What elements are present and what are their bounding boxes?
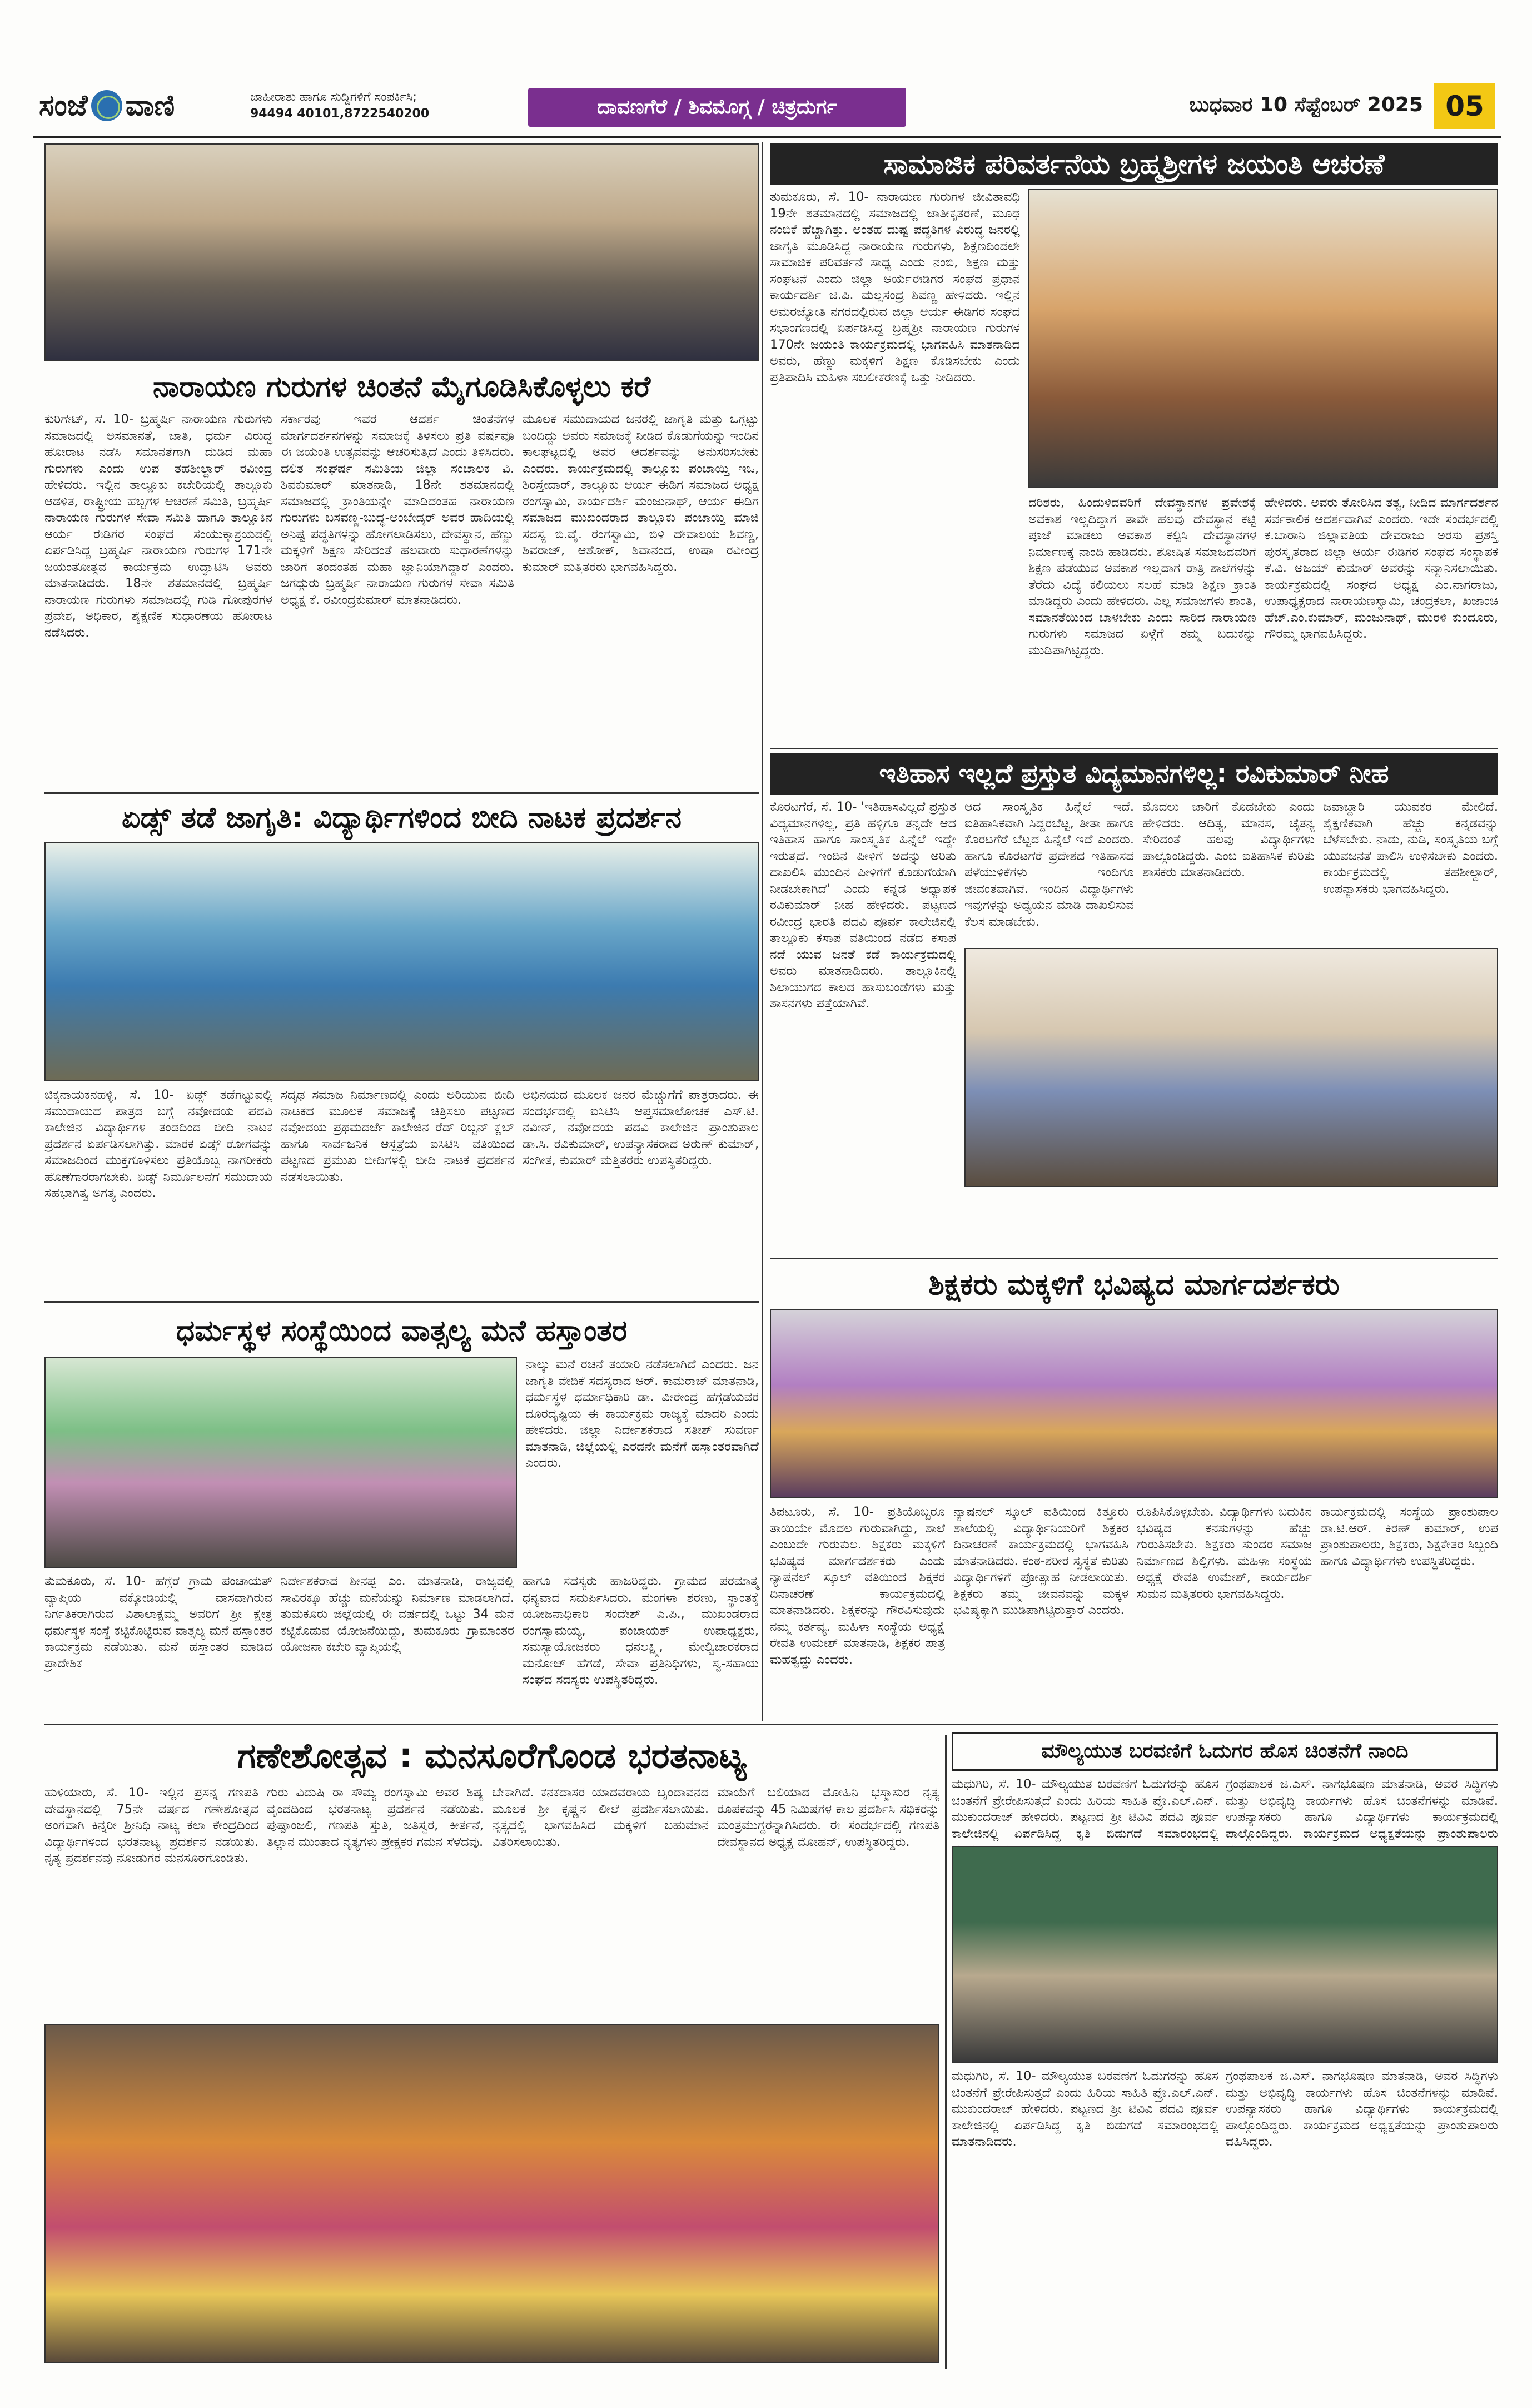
- section-divider: [44, 1724, 1498, 1725]
- article-body-col1: ತುಮಕೂರು, ಸೆ. 10- ನಾರಾಯಣ ಗುರುಗಳ ಜೀವಿತಾವಧಿ 19ನೇ ಶತಮಾನದಲ್ಲಿ ಸಮಾಜದಲ್ಲಿ ಜಾತೀಕೃತರಣೆ, ಮೂಢ ನಂಬಿಕೆ ಹೆಚ್ಚಾಗಿತ್ತು. ಅಂತಹ ದುಷ್ಟ ಪದ್ಧತಿಗಳ ವಿರುದ್ಧ ಜನರಲ್ಲಿ ಜಾಗೃತಿ ಮೂಡಿಸಿದ್ದ ನಾರಾಯಣ ಗುರುಗಳು, ಶಿಕ್ಷಣದಿಂದಲೇ ಸಾಮಾಜಿಕ ಪರಿವರ್ತನೆ ಸಾಧ್ಯ ಎಂದು ನಂಬಿ, ಶಿಕ್ಷಣ ಮತ್ತು ಸಂಘಟನೆ ಎಂದು ಜಿಲ್ಲಾ ಆರ್ಯಈಡಿಗರ ಸಂಘದ ಪ್ರಧಾನ ಕಾರ್ಯದರ್ಶಿ ಜಿ.ಪಿ. ಮಲ್ಲಸಂದ್ರ ಶಿವಣ್ಣ ಹೇಳಿದರು. ಇಲ್ಲಿನ ಅಮರಜ್ಯೋತಿ ನಗರದಲ್ಲಿರುವ ಜಿಲ್ಲಾ ಆರ್ಯ ಈಡಿಗರ ಸಂಘದ ಸಭಾಂಗಣದಲ್ಲಿ ಏರ್ಪಡಿಸಿದ್ದ ಬ್ರಹ್ಮಶ್ರೀ ನಾರಾಯಣ ಗುರುಗಳ 170ನೇ ಜಯಂತಿ ಕಾರ್ಯಕ್ರಮದಲ್ಲಿ ಭಾಗವಹಿಸಿ ಮಾತನಾಡಿದ ಅವರು, ಹೆಣ್ಣು ಮಕ್ಕಳಿಗೆ ಶಿಕ್ಷಣ ಕೊಡಿಸಬೇಕು ಎಂದು ಪ್ರತಿಪಾದಿಸಿ ಮಹಿಳಾ ಸಬಲೀಕರಣಕ್ಕೆ ಒತ್ತು ನೀಡಿದರು.: [770, 190, 1020, 385]
- article-body-col4: ಮಾಯೆಗೆ ಬಲಿಯಾದ ಮೋಹಿನಿ ಭಸ್ಮಾಸುರ ನೃತ್ಯ ರೂಪಕವನ್ನು 45 ನಿಮಿಷಗಳ ಕಾಲ ಪ್ರದರ್ಶಿಸಿ ಸಭಿಕರನ್ನು ಮಂತ್ರಮುಗ್ಧರನ್ನಾಗಿಸಿದರು. ಈ ಸಂದರ್ಭದಲ್ಲಿ ಗಣಪತಿ ದೇವಸ್ಥಾನದ ಅಧ್ಯಕ್ಷ ಮೋಹನ್, ಉಪಸ್ಥಿತರಿದ್ದರು.: [717, 1785, 939, 1849]
- section-divider: [44, 1301, 759, 1303]
- issue-date: ಬುಧವಾರ 10 ಸೆಪ್ಟೆಂಬರ್ 2025: [1189, 93, 1423, 116]
- article-body-col2: ಸದೃಢ ಸಮಾಜ ನಿರ್ಮಾಣದಲ್ಲಿ ಎಂದು ಅರಿಯುವ ಬೀದಿ ನಾಟಕದ ಮೂಲಕ ಸಮಾಜಕ್ಕೆ ಚಿತ್ರಿಸಲು ಪಟ್ಟಣದ ನವೋದಯ ಪ್ರಥಮದರ್ಜೆ ಕಾಲೇಜಿನ ರೆಡ್ ರಿಬ್ಬನ್ ಕ್ಲಬ್ ಹಾಗೂ ಸಾರ್ವಜನಿಕ ಆಸ್ಪತ್ರೆಯ ಐಸಿಟಿಸಿ ವತಿಯಿಂದ ಪಟ್ಟಣದ ಪ್ರಮುಖ ಬೀದಿಗಳಲ್ಲಿ ಬೀದಿ ನಾಟಕ ಪ್ರದರ್ಶನ ನಡೆಸಲಾಯಿತು.: [281, 1088, 514, 1184]
- logo-left-text: ಸಂಜೆ: [39, 88, 88, 122]
- photo-narayana-guru-event: [44, 143, 759, 361]
- section-divider: [44, 792, 759, 794]
- article-body-right: ನಾಲ್ಕು ಮನೆ ರಚನೆ ತಯಾರಿ ನಡೆಸಲಾಗಿದೆ ಎಂದರು. ಜನ ಜಾಗೃತಿ ವೇದಿಕೆ ಸದಸ್ಯರಾದ ಆರ್. ಕಾಮರಾಜ್ ಮಾತನಾಡಿ, ಧರ್ಮಸ್ಥಳ ಧರ್ಮಾಧಿಕಾರಿ ಡಾ. ವೀರೇಂದ್ರ ಹೆಗ್ಗಡೆಯವರ ದೂರದೃಷ್ಟಿಯ ಈ ಕಾರ್ಯಕ್ರಮ ರಾಜ್ಯಕ್ಕೆ ಮಾದರಿ ಎಂದು ಹೇಳಿದರು. ಜಿಲ್ಲಾ ನಿರ್ದೇಶಕರಾದ ಸತೀಶ್ ಸುವರ್ಣ ಮಾತನಾಡಿ, ಜಿಲ್ಲೆಯಲ್ಲಿ ಎರಡನೇ ಮನೆಗೆ ಹಸ್ತಾಂತರವಾಗಿದೆ ಎಂದರು.: [525, 1357, 759, 1470]
- article-body-col3: ಅಭಿನಯದ ಮೂಲಕ ಜನರ ಮೆಚ್ಚುಗೆಗೆ ಪಾತ್ರರಾದರು. ಈ ಸಂದರ್ಭದಲ್ಲಿ ಐಸಿಟಿಸಿ ಆಪ್ತಸಮಾಲೋಚಕ ಎಸ್.ಟಿ. ನವೀನ್, ನವೋದಯ ಪದವಿ ಕಾಲೇಜಿನ ಪ್ರಾಂಶುಪಾಲ ಡಾ.ಸಿ. ರವಿಕುಮಾರ್, ಉಪನ್ಯಾಸಕರಾದ ಅರುಣ್ ಕುಮಾರ್, ಸಂಗೀತ, ಕುಮಾರ್ ಮತ್ತಿತರರು ಉಪಸ್ಥಿತರಿದ್ದರು.: [523, 1088, 759, 1168]
- region-banner: ದಾವಣಗೆರೆ / ಶಿವಮೊಗ್ಗ / ಚಿತ್ರದುರ್ಗ: [528, 88, 906, 127]
- article-body-col4: ಜವಾಬ್ದಾರಿ ಯುವಕರ ಮೇಲಿದೆ. ಶೈಕ್ಷಣಿಕವಾಗಿ ಹೆಚ್ಚು ಕನ್ನಡವನ್ನು ಬೆಳೆಸಬೇಕು. ನಾಡು, ನುಡಿ, ಸಂಸ್ಕೃತಿಯ ಬಗ್ಗೆ ಯುವಜನತೆ ಪಾಲಿಸಿ ಉಳಿಸಬೇಕು ಎಂದರು. ಕಾರ್ಯಕ್ರಮದಲ್ಲಿ ತಹಶೀಲ್ದಾರ್, ಉಪನ್ಯಾಸಕರು ಭಾಗವಹಿಸಿದ್ದರು.: [1323, 800, 1498, 896]
- headline-history: ಇತಿಹಾಸ ಇಲ್ಲದೆ ಪ್ರಸ್ತುತ ವಿದ್ಯಮಾನಗಳಿಲ್ಲ: ರವಿಕುಮಾರ್ ನೀಹ: [770, 753, 1498, 795]
- contact-phone: 94494 40101,8722540200: [250, 107, 430, 121]
- article-body-col2: ಗ್ರಂಥಪಾಲಕ ಜಿ.ಎಸ್. ನಾಗಭೂಷಣ ಮಾತನಾಡಿ, ಅವರ ಸಿದ್ಧಿಗಳು ಮತ್ತು ಅಭಿವೃದ್ಧಿ ಕಾರ್ಯಗಳು ಹೊಸ ಚಿಂತನೆಗಳನ್ನು ಮಾಡಿವೆ. ಉಪನ್ಯಾಸಕರು ಹಾಗೂ ವಿದ್ಯಾರ್ಥಿಗಳು ಕಾರ್ಯಕ್ರಮದಲ್ಲಿ ಪಾಲ್ಗೊಂಡಿದ್ದರು. ಕಾರ್ಯಕ್ರಮದ ಅಧ್ಯಕ್ಷತೆಯನ್ನು ಪ್ರಾಂಶುಪಾಲರು: [1226, 1777, 1498, 1841]
- article-body-col3: ಮೂಲಕ ಸಮುದಾಯದ ಜನರಲ್ಲಿ ಜಾಗೃತಿ ಮತ್ತು ಒಗ್ಗಟ್ಟು ಬಂದಿದ್ದು ಅವರು ಸಮಾಜಕ್ಕೆ ನೀಡಿದ ಕೊಡುಗೆಯನ್ನು ಇಂದಿನ ಕಾಲಘಟ್ಟದಲ್ಲಿ ಅವರ ಆದರ್ಶವನ್ನು ಅನುಸರಿಸಬೇಕು ಎಂದರು. ಕಾರ್ಯಕ್ರಮದಲ್ಲಿ ತಾಲ್ಲೂಕು ಪಂಚಾಯ್ತಿ ಇಒ, ಶಿರಸ್ತೇದಾರ್, ತಾಲ್ಲೂಕು ಆರ್ಯ ಈಡಿಗ ಸಮಾಜದ ಅಧ್ಯಕ್ಷ ರಂಗಸ್ವಾಮಿ, ಕಾರ್ಯದರ್ಶಿ ಮಂಜುನಾಥ್, ಆರ್ಯ ಈಡಿಗ ಸಮಾಜದ ಮುಖಂಡರಾದ ತಾಲ್ಲೂಕು ಪಂಚಾಯ್ತಿ ಮಾಜಿ ಸದಸ್ಯ ಬಿ.ವೈ. ರಂಗಸ್ವಾಮಿ, ಬಿಳಿ ದೇವಾಲಯ ಶಿವಣ್ಣ, ಶಿವರಾಜ್, ಆಶೋಕ್, ಶಿವಾನಂದ, ಉಷಾ ರವೀಂದ್ರ ಕುಮಾರ್ ಮತ್ತಿತರರು ಭಾಗವಹಿಸಿದ್ದರು.: [523, 412, 759, 574]
- article-body-col3: ಹೇಳಿದರು. ಅವರು ತೋರಿಸಿದ ತತ್ವ, ನೀಡಿದ ಮಾರ್ಗದರ್ಶನ ಸರ್ವಕಾಲಿಕ ಆದರ್ಶವಾಗಿವೆ ಎಂದರು. ಇದೇ ಸಂದರ್ಭದಲ್ಲಿ ಕ.ಬಾರಾನಿ ಜಿಲ್ಲಾವತಿಯ ದೇವರಾಜು ಅರಸು ಪ್ರಶಸ್ತಿ ಪುರಸ್ಕೃತರಾದ ಜಿಲ್ಲಾ ಆರ್ಯ ಈಡಿಗರ ಸಂಘದ ಸಂಸ್ಥಾಪಕ ಕೆ.ವಿ. ಅಜಯ್ ಕುಮಾರ್ ಅವರನ್ನು ಸನ್ಮಾನಿಸಲಾಯಿತು. ಕಾರ್ಯಕ್ರಮದಲ್ಲಿ ಸಂಘದ ಅಧ್ಯಕ್ಷ ಎಂ.ನಾಗರಾಜು, ಉಪಾಧ್ಯಕ್ಷರಾದ ನಾರಾಯಣಸ್ವಾಮಿ, ಚಂದ್ರಕಲಾ, ಖಜಾಂಚಿ ಹೆಚ್.ಎಂ.ಕುಮಾರ್, ಮಂಜುನಾಥ್, ಮುರಳಿ ಕುಂದೂರು, ಗೌರಮ್ಮ ಭಾಗವಹಿಸಿದ್ದರು.: [1265, 495, 1498, 641]
- article-body-col3: ಹಾಗೂ ಸದಸ್ಯರು ಹಾಜರಿದ್ದರು. ಗ್ರಾಮದ ಪರಮಾತ್ಮ ಧನ್ಯವಾದ ಸಮರ್ಪಿಸಿದರು. ಮಂಗಳಾ ಶರಣು, ಸ್ಥಾಂತಕ್ಕೆ ಯೋಜನಾಧಿಕಾರಿ ಸಂದೇಶ್ ಎ.ಪಿ., ಮುಖಂಡರಾದ ರಂಗಸ್ವಾಮಯ್ಯ, ಪಂಚಾಯತ್ ಉಪಾಧ್ಯಕ್ಷರು, ಸಮಸ್ಯಾಯೋಜಕರು ಧನಲಕ್ಷ್ಮಿ, ಮೇಲ್ವಿಚಾರಕರಾದ ಮನೋಜ್ ಹೆಗಡೆ, ಸೇವಾ ಪ್ರತಿನಿಧಿಗಳು, ಸ್ವ-ಸಹಾಯ ಸಂಘದ ಸದಸ್ಯರು ಉಪಸ್ಥಿತರಿದ್ದರು.: [523, 1574, 759, 1687]
- headline-narayana-guru: ನಾರಾಯಣ ಗುರುಗಳ ಚಿಂತನೆ ಮೈಗೂಡಿಸಿಕೊಳ್ಳಲು ಕರೆ: [152, 370, 651, 404]
- newspaper-logo: [39, 83, 233, 128]
- photo-book-release: [952, 1846, 1498, 2063]
- article-body-col2: ಸರ್ಕಾರವು ಇವರ ಆದರ್ಶ ಚಿಂತನೆಗಳ ಮಾರ್ಗದರ್ಶನಗಳನ್ನು ಸಮಾಜಕ್ಕೆ ತಿಳಿಸಲು ಪ್ರತಿ ವರ್ಷವೂ ಈ ಜಯಂತಿ ಉತ್ಸವವನ್ನು ಆಚರಿಸುತ್ತಿದೆ ಎಂದು ತಿಳಿಸಿದರು. ದಲಿತ ಸಂಘರ್ಷ ಸಮಿತಿಯ ಜಿಲ್ಲಾ ಸಂಚಾಲಕ ವಿ. ಶಿವಕುಮಾರ್ ಮಾತನಾಡಿ, 18ನೇ ಶತಮಾನದಲ್ಲಿ ಸಮಾಜದಲ್ಲಿ ಕ್ರಾಂತಿಯನ್ನೇ ಮಾಡಿದಂತಹ ನಾರಾಯಣ ಗುರುಗಳು ಬಸವಣ್ಣ-ಬುದ್ಧ-ಅಂಬೇಡ್ಕರ್ ಅವರ ಹಾದಿಯಲ್ಲಿ ಅನಿಷ್ಟ ಪದ್ಧತಿಗಳನ್ನು ಹೋಗಲಾಡಿಸಲು, ದೇವಸ್ಥಾನ, ಹೆಣ್ಣು ಮಕ್ಕಳಿಗೆ ಶಿಕ್ಷಣ ಸೇರಿದಂತೆ ಹಲವಾರು ಸುಧಾರಣೆಗಳನ್ನು ಜಾರಿಗೆ ತಂದಂತಹ ಮಹಾ ಜ್ಞಾನಿಯಾಗಿದ್ದಾರೆ ಎಂದರು. ಜಗದ್ಗುರು ಬ್ರಹ್ಮರ್ಷಿ ನಾರಾಯಣ ಗುರುಗಳ ಸೇವಾ ಸಮಿತಿ ಅಧ್ಯಕ್ಷ ಕೆ. ರವೀಂದ್ರಕುಮಾರ್ ಮಾತನಾಡಿದರು.: [281, 412, 514, 607]
- article-body-col3: ಬೇಕಾಗಿದೆ. ಕನಕದಾಸರ ಯಾದವರಾಯ ಬೃಂದಾವನದ ಮೂಲಕ ಶ್ರೀ ಕೃಷ್ಣನ ಲೀಲೆ ಪ್ರದರ್ಶಿಸಲಾಯಿತು. ನೃತ್ಯದಲ್ಲಿ ಭಾಗವಹಿಸಿದ ಮಕ್ಕಳಿಗೆ ಬಹುಮಾನ ವಿತರಿಸಲಾಯಿತು.: [492, 1785, 709, 1849]
- headline-ganeshotsava: ಗಣೇಶೋತ್ಸವ : ಮನಸೂರೆಗೊಂಡ ಭರತನಾಟ್ಯ: [237, 1735, 747, 1776]
- column-divider: [762, 142, 763, 1721]
- photo-house-handover: [44, 1357, 517, 1568]
- photo-jayanti-celebration: [1028, 189, 1498, 488]
- masthead-divider: [33, 136, 1501, 138]
- article-body-col2: ನ್ಯಾಷನಲ್ ಸ್ಕೂಲ್ ವತಿಯಿಂದ ಕಿತ್ತೂರು ಶಾಲೆಯಲ್ಲಿ ವಿದ್ಯಾರ್ಥಿನಿಯರಿಗೆ ಶಿಕ್ಷಕರ ದಿನಾಚರಣೆ ಕಾರ್ಯಕ್ರಮದಲ್ಲಿ ಭಾಗವಹಿಸಿ ಮಾತನಾಡಿದರು. ಕಂಠ-ಶರೀರ ಸ್ವಸ್ಥತೆ ಕುರಿತು ವಿದ್ಯಾರ್ಥಿಗಳಿಗೆ ಪ್ರೋತ್ಸಾಹ ನೀಡಲಾಯಿತು. ಶಿಕ್ಷಕರು ತಮ್ಮ ಜೀವನವನ್ನು ಮಕ್ಕಳ ಭವಿಷ್ಯಕ್ಕಾಗಿ ಮುಡಿಪಾಗಿಟ್ಟಿರುತ್ತಾರೆ ಎಂದರು.: [953, 1505, 1128, 1617]
- section-divider: [770, 748, 1498, 749]
- article-body-col2: ನಿರ್ದೇಶಕರಾದ ಶೀನಪ್ಪ ಎಂ. ಮಾತನಾಡಿ, ರಾಜ್ಯದಲ್ಲಿ ಸಾವಿರಕ್ಕೂ ಹೆಚ್ಚು ಮನೆಯನ್ನು ನಿರ್ಮಾಣ ಮಾಡಲಾಗಿದೆ. ತುಮಕೂರು ಜಿಲ್ಲೆಯಲ್ಲಿ ಈ ವರ್ಷದಲ್ಲಿ ಒಟ್ಟು 34 ಮನೆ ಕಟ್ಟಿಕೊಡುವ ಯೋಜನೆಯಿದ್ದು, ತುಮಕೂರು ಗ್ರಾಮಾಂತರ ಯೋಜನಾ ಕಚೇರಿ ವ್ಯಾಪ್ತಿಯಲ್ಲಿ: [281, 1574, 514, 1654]
- globe-icon: [91, 90, 122, 121]
- article-body-col4: ಗ್ರಂಥಪಾಲಕ ಜಿ.ಎಸ್. ನಾಗಭೂಷಣ ಮಾತನಾಡಿ, ಅವರ ಸಿದ್ಧಿಗಳು ಮತ್ತು ಅಭಿವೃದ್ಧಿ ಕಾರ್ಯಗಳು ಹೊಸ ಚಿಂತನೆಗಳನ್ನು ಮಾಡಿವೆ. ಉಪನ್ಯಾಸಕರು ಹಾಗೂ ವಿದ್ಯಾರ್ಥಿಗಳು ಕಾರ್ಯಕ್ರಮದಲ್ಲಿ ಪಾಲ್ಗೊಂಡಿದ್ದರು. ಕಾರ್ಯಕ್ರಮದ ಅಧ್ಯಕ್ಷತೆಯನ್ನು ಪ್ರಾಂಶುಪಾಲರು ವಹಿಸಿದ್ದರು.: [1226, 2069, 1498, 2149]
- article-body-col2: ಗುರು ವಿದುಷಿ ರಾ ಸೌಮ್ಯ ರಂಗಸ್ವಾಮಿ ಅವರ ಶಿಷ್ಯ ವೃಂದದಿಂದ ಭರತನಾಟ್ಯ ಪ್ರದರ್ಶನ ನಡೆಯಿತು. ಪುಷ್ಪಾಂಜಲಿ, ಗಣಪತಿ ಸ್ತುತಿ, ಜತಿಸ್ವರ, ಕೀರ್ತನೆ, ತಿಲ್ಲಾನ ಮುಂತಾದ ನೃತ್ಯಗಳು ಪ್ರೇಕ್ಷಕರ ಗಮನ ಸೆಳೆದವು.: [267, 1785, 484, 1849]
- article-body-col3: ಮಧುಗಿರಿ, ಸೆ. 10- ಮೌಲ್ಯಯುತ ಬರವಣಿಗೆ ಓದುಗರನ್ನು ಹೊಸ ಚಿಂತನೆಗೆ ಪ್ರೇರೇಪಿಸುತ್ತದೆ ಎಂದು ಹಿರಿಯ ಸಾಹಿತಿ ಪ್ರೊ.ಎಲ್.ಎನ್. ಮುಕುಂದರಾಜ್ ಹೇಳಿದರು. ಪಟ್ಟಣದ ಶ್ರೀ ಟಿವಿವಿ ಪದವಿ ಪೂರ್ವ ಕಾಲೇಜಿನಲ್ಲಿ ಏರ್ಪಡಿಸಿದ್ದ ಕೃತಿ ಬಿಡುಗಡೆ ಸಮಾರಂಭದಲ್ಲಿ ಮಾತನಾಡಿದರು.: [952, 2069, 1218, 2149]
- logo-right-text: ವಾಣಿ: [125, 88, 175, 122]
- article-body-col4: ಕಾರ್ಯಕ್ರಮದಲ್ಲಿ ಸಂಸ್ಥೆಯ ಪ್ರಾಂಶುಪಾಲ ಡಾ.ಟಿ.ಆರ್. ಕಿರಣ್ ಕುಮಾರ್, ಉಪ ಪ್ರಾಂಶುಪಾಲರು, ಶಿಕ್ಷಕರು, ಶಿಕ್ಷಕೇತರ ಸಿಬ್ಬಂದಿ ಹಾಗೂ ವಿದ್ಯಾರ್ಥಿಗಳು ಉಪಸ್ಥಿತರಿದ್ದರು.: [1320, 1505, 1498, 1568]
- photo-street-play: [44, 842, 759, 1081]
- photo-bharatanatyam-dancers: [44, 2024, 939, 2363]
- contact-label: ಜಾಹೀರಾತು ಹಾಗೂ ಸುದ್ದಿಗಳಿಗೆ ಸಂಪರ್ಕಿಸಿ;: [250, 90, 417, 104]
- article-body-col1: ಕೊರಟಗೆರೆ, ಸೆ. 10- 'ಇತಿಹಾಸವಿಲ್ಲದೆ ಪ್ರಸ್ತುತ ವಿದ್ಯಮಾನಗಳಿಲ್ಲ, ಪ್ರತಿ ಹಳ್ಳಿಗೂ ತನ್ನದೇ ಆದ ಇತಿಹಾಸ ಹಾಗೂ ಸಾಂಸ್ಕೃತಿಕ ಹಿನ್ನೆಲೆ ಇದ್ದೇ ಇರುತ್ತದೆ. ಇಂದಿನ ಪೀಳಿಗೆ ಅದನ್ನು ಅರಿತು ದಾಖಲಿಸಿ ಮುಂದಿನ ಪೀಳಿಗೆಗೆ ಕೊಡುಗೆಯಾಗಿ ನೀಡಬೇಕಾಗಿದೆ' ಎಂದು ಕನ್ನಡ ಅಧ್ಯಾಪಕ ರವಿಕುಮಾರ್ ನೀಹ ಹೇಳಿದರು. ಪಟ್ಟಣದ ರವೀಂದ್ರ ಭಾರತಿ ಪದವಿ ಪೂರ್ವ ಕಾಲೇಜಿನಲ್ಲಿ ತಾಲ್ಲೂಕು ಕಸಾಪ ವತಿಯಿಂದ ನಡೆದ ಕಸಾಪ ನಡೆ ಯುವ ಜನತೆ ಕಡೆ ಕಾರ್ಯಕ್ರಮದಲ್ಲಿ ಅವರು ಮಾತನಾಡಿದರು. ತಾಲ್ಲೂಕಿನಲ್ಲಿ ಶಿಲಾಯುಗದ ಕಾಲದ ಹಾಸುಬಂಡೆಗಳು ಮತ್ತು ಶಾಸನಗಳು ಪತ್ತೆಯಾಗಿವೆ.: [770, 800, 956, 1011]
- headline-aids-awareness: ಏಡ್ಸ್ ತಡೆ ಜಾಗೃತಿ: ವಿದ್ಯಾರ್ಥಿಗಳಿಂದ ಬೀದಿ ನಾಟಕ ಪ್ರದರ್ಶನ: [121, 801, 682, 835]
- article-body-col3: ಮೊದಲು ಜಾರಿಗೆ ಕೊಡಬೇಕು ಎಂದು ಹೇಳಿದರು. ಆದಿತ್ಯ, ಮಾನಸ, ಚೈತನ್ಯ ಸೇರಿದಂತೆ ಹಲವು ವಿದ್ಯಾರ್ಥಿಗಳು ಪಾಲ್ಗೊಂಡಿದ್ದರು. ಎಂಬ ಐತಿಹಾಸಿಕ ಕುರಿತು ಶಾಸಕರು ಮಾತನಾಡಿದರು.: [1142, 800, 1315, 880]
- article-body-col1: ಹುಳಿಯಾರು, ಸೆ. 10- ಇಲ್ಲಿನ ಪ್ರಸನ್ನ ಗಣಪತಿ ದೇವಸ್ಥಾನದಲ್ಲಿ 75ನೇ ವರ್ಷದ ಗಣೇಶೋತ್ಸವ ಅಂಗವಾಗಿ ಕಿನ್ನರೀ ಶ್ರೀನಿಧಿ ನಾಟ್ಯ ಕಲಾ ಕೇಂದ್ರದಿಂದ ವಿದ್ಯಾರ್ಥಿಗಳಿಂದ ಭರತನಾಟ್ಯ ಪ್ರದರ್ಶನ ನಡೆಯಿತು. ನೃತ್ಯ ಪ್ರದರ್ಶನವು ನೋಡುಗರ ಮನಸೂರೆಗೊಂಡಿತು.: [44, 1785, 258, 1865]
- article-body-col1: ತಿಪಟೂರು, ಸೆ. 10- ಪ್ರತಿಯೊಬ್ಬರೂ ತಾಯಿಯೇ ಮೊದಲ ಗುರುವಾಗಿದ್ದು, ಶಾಲೆ ಎಂಬುದೇ ಗುರುಕುಲ. ಶಿಕ್ಷಕರು ಮಕ್ಕಳಿಗೆ ಭವಿಷ್ಯದ ಮಾರ್ಗದರ್ಶಕರು ಎಂದು ನ್ಯಾಷನಲ್ ಸ್ಕೂಲ್ ವತಿಯಿಂದ ಶಿಕ್ಷಕರ ದಿನಾಚರಣೆ ಕಾರ್ಯಕ್ರಮದಲ್ಲಿ ಮಾತನಾಡಿದರು. ಶಿಕ್ಷಕರನ್ನು ಗೌರವಿಸುವುದು ನಮ್ಮ ಕರ್ತವ್ಯ. ಮಹಿಳಾ ಸಂಸ್ಥೆಯ ಅಧ್ಯಕ್ಷೆ ರೇವತಿ ಉಮೇಶ್ ಮಾತನಾಡಿ, ಶಿಕ್ಷಕರ ಪಾತ್ರ ಮಹತ್ವದ್ದು ಎಂದರು.: [770, 1505, 945, 1667]
- page-number: 05: [1434, 83, 1495, 129]
- section-divider: [770, 1258, 1498, 1259]
- article-body-col2: ಆದ ಸಾಂಸ್ಕೃತಿಕ ಹಿನ್ನೆಲೆ ಇದೆ. ಐತಿಹಾಸಿಕವಾಗಿ ಸಿದ್ದರಬೆಟ್ಟ, ತೀತಾ ಹಾಗೂ ಕೊರಟಗೆರೆ ಬೆಟ್ಟದ ಹಿನ್ನೆಲೆ ಇದೆ ಎಂದರು. ಹಾಗೂ ಕೊರಟಗೆರೆ ಪ್ರದೇಶದ ಇತಿಹಾಸದ ಪಳೆಯುಳಿಕೆಗಳು ಇಂದಿಗೂ ಜೀವಂತವಾಗಿವೆ. ಇಂದಿನ ವಿದ್ಯಾರ್ಥಿಗಳು ಇವುಗಳನ್ನು ಅಧ್ಯಯನ ಮಾಡಿ ದಾಖಲಿಸುವ ಕೆಲಸ ಮಾಡಬೇಕು.: [964, 800, 1134, 929]
- headline-writing: ಮೌಲ್ಯಯುತ ಬರವಣಿಗೆ ಓದುಗರ ಹೊಸ ಚಿಂತನೆಗೆ ನಾಂದಿ: [952, 1732, 1498, 1771]
- article-body-col1: ಮಧುಗಿರಿ, ಸೆ. 10- ಮೌಲ್ಯಯುತ ಬರವಣಿಗೆ ಓದುಗರನ್ನು ಹೊಸ ಚಿಂತನೆಗೆ ಪ್ರೇರೇಪಿಸುತ್ತದೆ ಎಂದು ಹಿರಿಯ ಸಾಹಿತಿ ಪ್ರೊ.ಎಲ್.ಎನ್. ಮುಕುಂದರಾಜ್ ಹೇಳಿದರು. ಪಟ್ಟಣದ ಶ್ರೀ ಟಿವಿವಿ ಪದವಿ ಪೂರ್ವ ಕಾಲೇಜಿನಲ್ಲಿ ಏರ್ಪಡಿಸಿದ್ದ ಕೃತಿ ಬಿಡುಗಡೆ ಸಮಾರಂಭದಲ್ಲಿ: [952, 1777, 1218, 1841]
- masthead-contact: [250, 89, 500, 122]
- article-body-col3: ರೂಪಿಸಿಕೊಳ್ಳಬೇಕು. ವಿದ್ಯಾರ್ಥಿಗಳು ಬದುಕಿನ ಭವಿಷ್ಯದ ಕನಸುಗಳನ್ನು ಹೆಚ್ಚು ಗುರುತಿಸಬೇಕು. ಶಿಕ್ಷಕರು ಸುಂದರ ಸಮಾಜ ನಿರ್ಮಾಣದ ಶಿಲ್ಪಿಗಳು. ಮಹಿಳಾ ಸಂಸ್ಥೆಯ ಅಧ್ಯಕ್ಷೆ ರೇವತಿ ಉಮೇಶ್, ಕಾರ್ಯದರ್ಶಿ ಸುಮನ ಮತ್ತಿತರರು ಭಾಗವಹಿಸಿದ್ದರು.: [1137, 1505, 1312, 1601]
- article-body-col1: ಕುರಿಗೇಟ್, ಸೆ. 10- ಬ್ರಹ್ಮರ್ಷಿ ನಾರಾಯಣ ಗುರುಗಳು ಸಮಾಜದಲ್ಲಿ ಅಸಮಾನತೆ, ಜಾತಿ, ಧರ್ಮ ವಿರುದ್ಧ ಹೋರಾಟ ನಡೆಸಿ ಸಮಾನತೆಗಾಗಿ ದುಡಿದ ಮಹಾ ಗುರುಗಳು ಎಂದು ಉಪ ತಹಶೀಲ್ದಾರ್ ರವೀಂದ್ರ ಹೇಳಿದರು. ಇಲ್ಲಿನ ತಾಲ್ಲೂಕು ಕಚೇರಿಯಲ್ಲಿ ತಾಲ್ಲೂಕು ಆಡಳಿತ, ರಾಷ್ಟ್ರೀಯ ಹಬ್ಬಗಳ ಆಚರಣೆ ಸಮಿತಿ, ಬ್ರಹ್ಮರ್ಷಿ ನಾರಾಯಣ ಗುರುಗಳ ಸೇವಾ ಸಮಿತಿ ಹಾಗೂ ತಾಲ್ಲೂಕಿನ ಆರ್ಯ ಈಡಿಗರ ಸಂಘದ ಸಂಯುಕ್ತಾಶ್ರಯದಲ್ಲಿ ಏರ್ಪಡಿಸಿದ್ದ ಬ್ರಹ್ಮರ್ಷಿ ನಾರಾಯಣ ಗುರುಗಳ 171ನೇ ಜಯಂತೋತ್ಸವ ಕಾರ್ಯಕ್ರಮ ಉದ್ಘಾಟಿಸಿ ಅವರು ಮಾತನಾಡಿದರು. 18ನೇ ಶತಮಾನದಲ್ಲಿ ಬ್ರಹ್ಮರ್ಷಿ ನಾರಾಯಣ ಗುರುಗಳು ಸಮಾಜದಲ್ಲಿ ಗುಡಿ ಗೋಪುರಗಳ ಪ್ರವೇಶ, ಅಧಿಕಾರ, ಶೈಕ್ಷಣಿಕ ಸುಧಾರಣೆಯ ಹೋರಾಟ ನಡೆಸಿದರು.: [44, 412, 272, 640]
- photo-kasapa-event: [964, 948, 1498, 1187]
- article-body-col2: ದರಿಶರು, ಹಿಂದುಳಿದವರಿಗೆ ದೇವಸ್ಥಾನಗಳ ಪ್ರವೇಶಕ್ಕೆ ಅವಕಾಶ ಇಲ್ಲದಿದ್ದಾಗ ತಾವೇ ಹಲವು ದೇವಸ್ಥಾನ ಕಟ್ಟಿ ಪೂಜೆ ಮಾಡಲು ಅವಕಾಶ ಕಲ್ಪಿಸಿ ದೇವಸ್ಥಾನಗಳ ನಿರ್ಮಾಣಕ್ಕೆ ನಾಂದಿ ಹಾಡಿದರು. ಶೋಷಿತ ಸಮಾಜದವರಿಗೆ ಶಿಕ್ಷಣ ಪಡೆಯುವ ಅವಕಾಶ ಇಲ್ಲದಾಗ ರಾತ್ರಿ ಶಾಲೆಗಳನ್ನು ತೆರೆದು ವಿದ್ಯೆ ಕಲಿಯಲು ಸಲಹೆ ಮಾಡಿ ಶಿಕ್ಷಣ ಕ್ರಾಂತಿ ಮಾಡಿದ್ದರು ಎಂದು ಹೇಳಿದರು. ಎಲ್ಲ ಸಮಾಜಗಳು ಶಾಂತಿ, ಸಮಾನತೆಯಿಂದ ಬಾಳಬೇಕು ಎಂದು ಸಾರಿದ ನಾರಾಯಣ ಗುರುಗಳು ಸಮಾಜದ ಏಳ್ಗೆಗೆ ತಮ್ಮ ಬದುಕನ್ನು ಮುಡಿಪಾಗಿಟ್ಟಿದ್ದರು.: [1028, 495, 1256, 658]
- photo-teachers-day: [770, 1309, 1498, 1498]
- headline-social-change: ಸಾಮಾಜಿಕ ಪರಿವರ್ತನೆಯ ಬ್ರಹ್ಮಶ್ರೀಗಳ ಜಯಂತಿ ಆಚರಣೆ: [770, 143, 1498, 185]
- headline-teachers: ಶಿಕ್ಷಕರು ಮಕ್ಕಳಿಗೆ ಭವಿಷ್ಯದ ಮಾರ್ಗದರ್ಶಕರು: [928, 1268, 1340, 1302]
- headline-dharmasthala: ಧರ್ಮಸ್ಥಳ ಸಂಸ್ಥೆಯಿಂದ ವಾತ್ಸಲ್ಯ ಮನೆ ಹಸ್ತಾಂತರ: [176, 1314, 628, 1348]
- article-body-col1: ತುಮಕೂರು, ಸೆ. 10- ಹೆಗ್ಗೆರೆ ಗ್ರಾಮ ಪಂಚಾಯತ್ ವ್ಯಾಪ್ತಿಯ ವಕ್ಕೋಡಿಯಲ್ಲಿ ವಾಸವಾಗಿರುವ ನಿರ್ಗತಿಕರಾಗಿರುವ ವಿಶಾಲಾಕ್ಷಮ್ಮ ಅವರಿಗೆ ಶ್ರೀ ಕ್ಷೇತ್ರ ಧರ್ಮಸ್ಥಳ ಸಂಸ್ಥೆ ಕಟ್ಟಿಕೊಟ್ಟಿರುವ ವಾತ್ಸಲ್ಯ ಮನೆ ಹಸ್ತಾಂತರ ಕಾರ್ಯಕ್ರಮ ನಡೆಯಿತು. ಮನೆ ಹಸ್ತಾಂತರ ಮಾಡಿದ ಪ್ರಾದೇಶಿಕ: [44, 1574, 272, 1671]
- column-divider: [945, 1735, 947, 2369]
- article-body-col1: ಚಿಕ್ಕನಾಯಕನಹಳ್ಳಿ, ಸೆ. 10- ಏಡ್ಸ್ ತಡೆಗಟ್ಟುವಲ್ಲಿ ಸಮುದಾಯದ ಪಾತ್ರದ ಬಗ್ಗೆ ನವೋದಯ ಪದವಿ ಕಾಲೇಜಿನ ವಿದ್ಯಾರ್ಥಿಗಳ ತಂಡದಿಂದ ಬೀದಿ ನಾಟಕ ಪ್ರದರ್ಶನ ಏರ್ಪಡಿಸಲಾಗಿತ್ತು. ಮಾರಕ ಏಡ್ಸ್ ರೋಗವನ್ನು ಸಮಾಜದಿಂದ ಮುಕ್ತಗೊಳಿಸಲು ಪ್ರತಿಯೊಬ್ಬ ನಾಗರೀಕರು ಹೊಣೆಗಾರರಾಗಬೇಕು. ಏಡ್ಸ್ ನಿರ್ಮೂಲನೆಗೆ ಸಮುದಾಯ ಸಹಭಾಗಿತ್ವ ಅಗತ್ಯ ಎಂದರು.: [44, 1088, 272, 1200]
